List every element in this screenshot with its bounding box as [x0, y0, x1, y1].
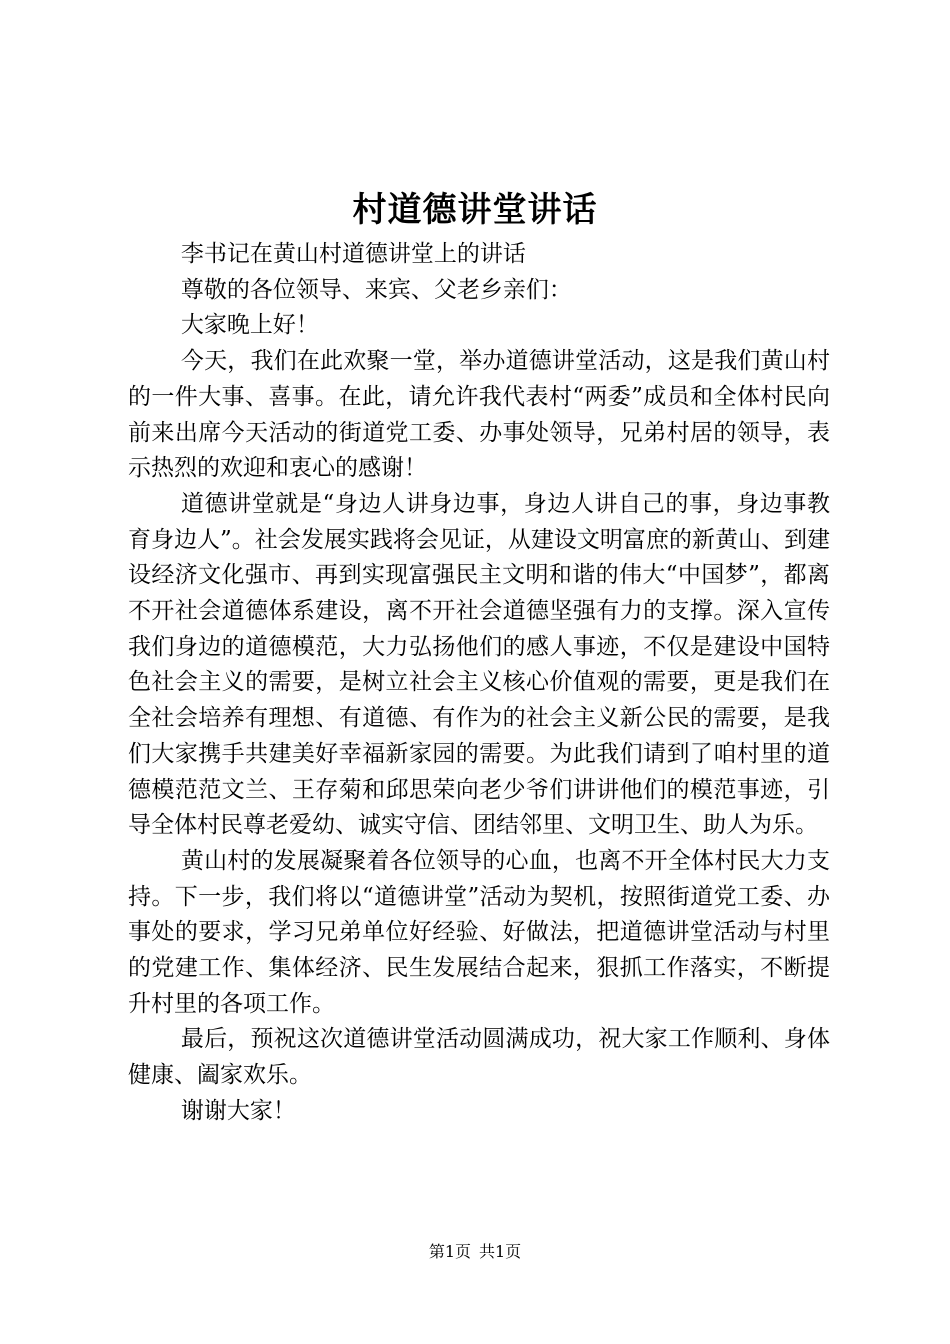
document-title: 村道德讲堂讲话 — [352, 190, 598, 230]
page-number-total: 共1页 — [479, 1242, 522, 1261]
document-body — [128, 237, 830, 1130]
paragraph-development: 黄山村的发展凝聚着各位领导的心血，也离不开全体村民大力支持。下一步，我们将以“道德讲堂”活动为契机，按照街道党工委、办事处的要求，学习兄弟单位好经验、好做法，把道德讲堂活动与村里的党建工作、集体经济、民生发展结合起来，狠抓工作落实，不断提升村里的各项工作。 — [128, 847, 830, 1017]
page-footer — [0, 1240, 950, 1264]
greeting: 大家晚上好！ — [180, 312, 319, 339]
speech-heading: 李书记在黄山村道德讲堂上的讲话 — [180, 241, 526, 267]
salutation: 尊敬的各位领导、来宾、父老乡亲们： — [180, 276, 572, 303]
page-number-current: 第1页 — [428, 1242, 471, 1261]
paragraph-welcome: 今天，我们在此欢聚一堂，举办道德讲堂活动，这是我们黄山村的一件大事、喜事。在此，请允许我代表村“两委”成员和全体村民向前来出席今天活动的街道党工委、办事处领导，兄弟村居的领导，表示热烈的欢迎和衷心的感谢！ — [128, 348, 830, 482]
paragraph-moral-lecture: 道德讲堂就是“身边人讲身边事，身边人讲自己的事，身边事教育身边人”。社会发展实践将会见证，从建设文明富庶的新黄山、到建设经济文化强市、再到实现富强民主文明和谐的伟大“中国梦”，都离不开社会道德体系建设，离不开社会道德坚强有力的支撑。深入宣传我们身边的道德模范，大力弘扬他们的感人事迹，不仅是建设中国特色社会主义的需要，是树立社会主义核心价值观的需要，更是我们在全社会培养有理想、有道德、有作为的社会主义新公民的需要，是我们大家携手共建美好幸福新家园的需要。为此我们请到了咱村里的道德模范范文兰、王存菊和邱思荣向老少爷们讲讲他们的模范事迹，引导全体村民尊老爱幼、诚实守信、团结邻里、文明卫生、助人为乐。 — [128, 490, 830, 839]
paragraph-closing-wishes: 最后，预祝这次道德讲堂活动圆满成功，祝大家工作顺利、身体健康、阖家欢乐。 — [128, 1026, 830, 1089]
paragraph-thanks: 谢谢大家！ — [180, 1097, 296, 1124]
